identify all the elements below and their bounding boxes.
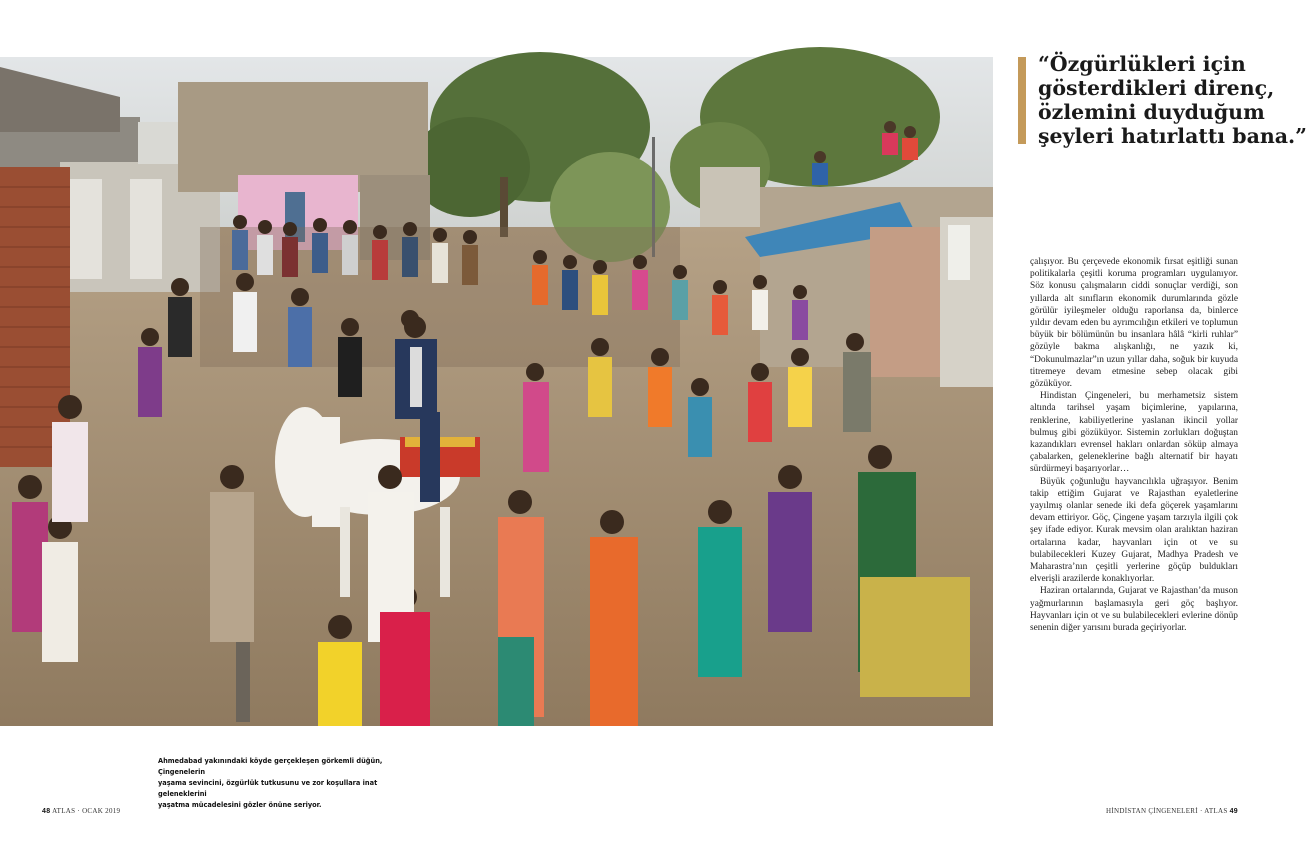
body-paragraph: Büyük çoğunluğu hayvancılıkla uğraşıyor. Benim takip ettiğim Gujarat ve Rajasthan eyaletlerine yayılmış olanlar senede iki defa göçerek yaşamlarını devam ettiriyor. Göç, Çingene yaşam tarzıyla ilgili çok şey ifade ediyor. Kurak mevsim olan aralıktan haziran ortalarına kadar, hayvanları için ot ve su bulabilecekleri Kuzey Gujarat, Madhya Pradesh ve Maharastra’nın çeşitli yerlerine göçüp buldukları elverişli arazilerde konaklıyorlar. <box>1030 476 1238 585</box>
pull-quote-accent-bar <box>1018 57 1026 144</box>
folio-left <box>42 807 120 815</box>
page-number-right: 49 <box>1229 808 1238 815</box>
pull-quote-line: özlemini duyduğum <box>1038 100 1265 124</box>
pull-quote <box>1038 52 1307 148</box>
caption-line: yaşatma mücadelesini gözler önüne seriyor. <box>158 801 322 809</box>
body-paragraph: Haziran ortalarında, Gujarat ve Rajasthan’da muson yağmurlarının başlamasıyla geri göç başlıyor. Hayvanları için ot ve su bulabilecekleri evlerine dönüp senenin diğer yarısını burada geçiriyorlar. <box>1030 586 1238 634</box>
folio-right-text: HİNDİSTAN ÇİNGENELERİ · ATLAS <box>1106 807 1228 815</box>
photo-illustration <box>0 57 993 726</box>
pull-quote-line: “Özgürlükleri için <box>1038 52 1246 76</box>
pull-quote-line: gösterdikleri direnç, <box>1038 76 1275 100</box>
wedding-procession-photo <box>0 57 993 726</box>
body-paragraph: çalışıyor. Bu çerçevede ekonomik fırsat eşitliği sunan politikalarla çeşitli koruma programları uygulanıyor. Söz konusu çalışmaların ciddi sonuçlar verdiği, son yıllarda alt sınıfların ekonomik durumlarında gözle görülür iyileşmeler olduğu raporlansa da, binlerce yıldır devam eden bu ayrımcılığın etkileri ve toplumun büyük bir bölümünün bu insanlara hâlâ “kirli ruhlar” gözüyle bakma alışkanlığı, ne yazık ki, “Dokunulmazlar”ın uzun yıllar daha, soğuk bir kuyuda titremeye devam etmesine sebep olacak gibi gözüküyor. <box>1030 257 1238 390</box>
body-paragraph: Hindistan Çingeneleri, bu merhametsiz sistem altında tarihsel yaşam biçimlerine, yapılarına, renklerine, kabiliyetlerine yaslanan ikincil yollar bulmuş gibi gözüküyor. Sistemin zorlukları doğuştan kazandıkları evrensel hakları onlardan söküp almaya çabalarken, geleneklerine bağlı alternatif bir hayatı sürdürmeyi başarıyorlar… <box>1030 391 1238 475</box>
pull-quote-line: şeyleri hatırlattı bana.” <box>1038 124 1307 148</box>
article-body-column <box>1030 256 1238 634</box>
caption-line: Ahmedabad yakınındaki köyde gerçekleşen görkemli düğün, Çingenelerin <box>158 757 383 776</box>
photo-caption <box>158 756 408 811</box>
folio-right <box>1106 807 1238 815</box>
folio-left-text: ATLAS · OCAK 2019 <box>52 807 121 815</box>
caption-line: yaşama sevincini, özgürlük tutkusunu ve zor koşullara inat geleneklerini <box>158 779 378 798</box>
page-number-left: 48 <box>42 808 51 815</box>
